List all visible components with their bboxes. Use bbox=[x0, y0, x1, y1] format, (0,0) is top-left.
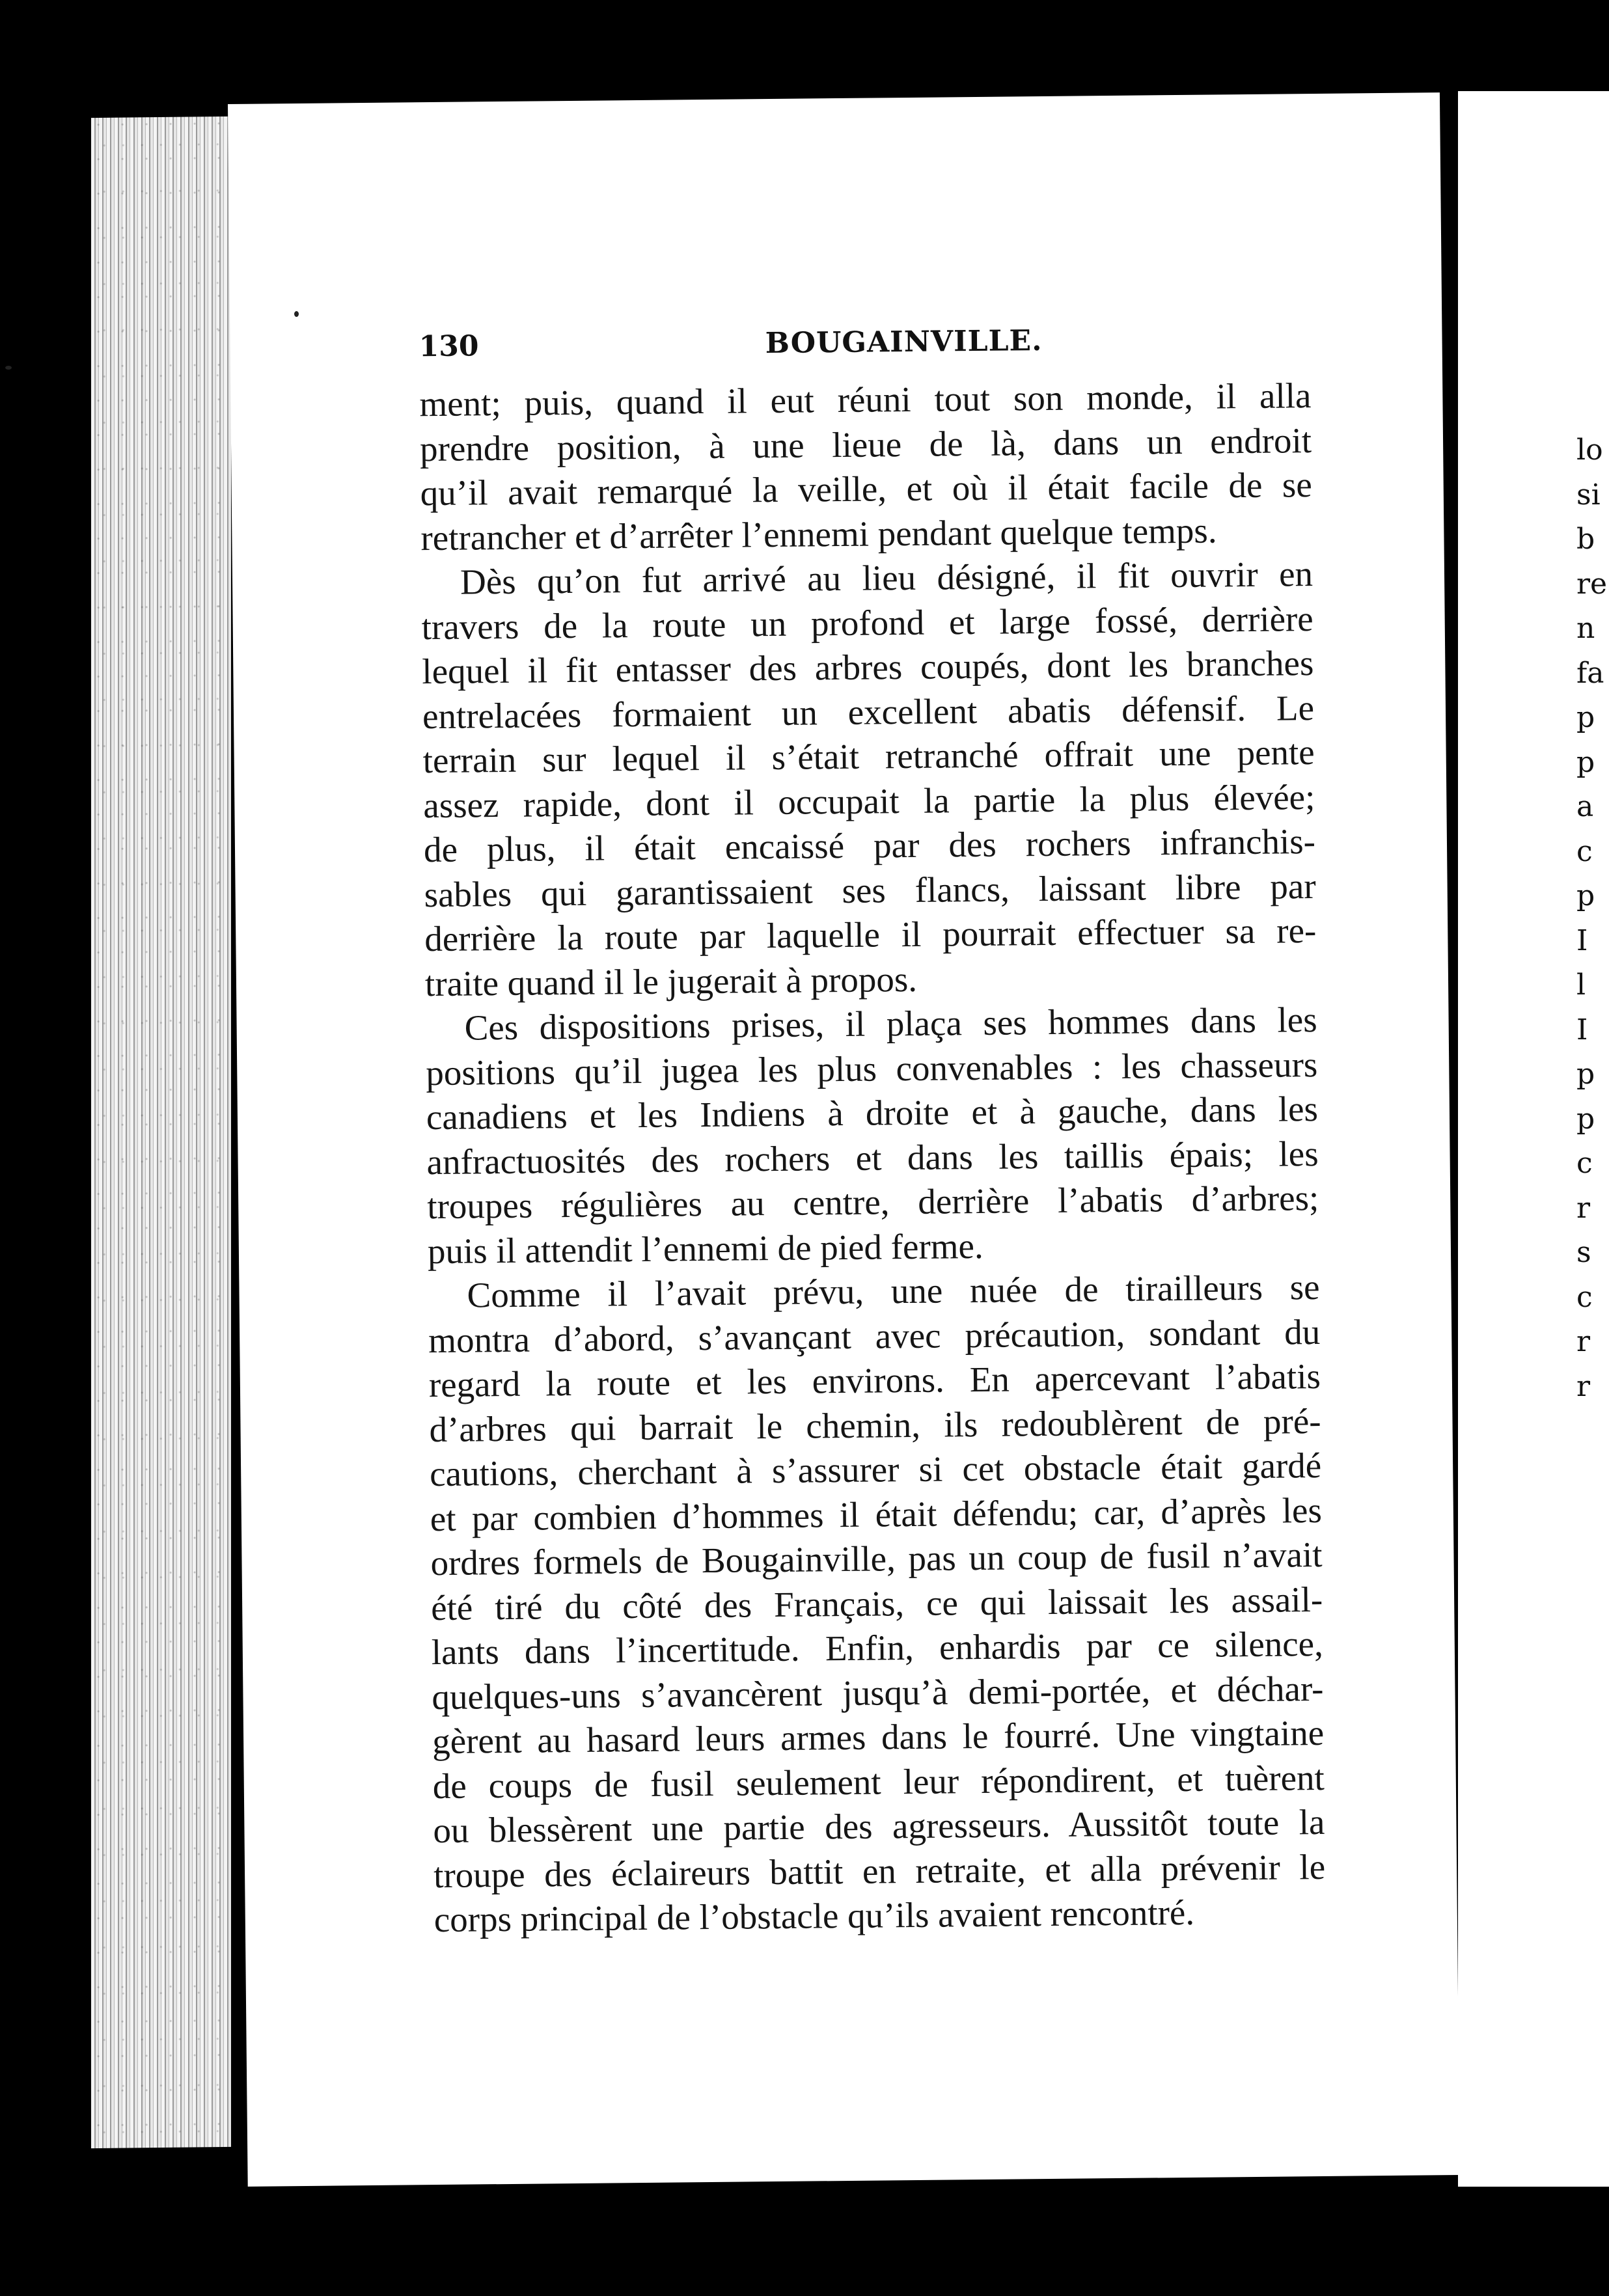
text-line: qu’il avait remarqué la veille, et où il était facile de se bbox=[420, 465, 1312, 513]
facing-page bbox=[1458, 91, 1609, 2187]
text-line: lequel il fit entasser des arbres coupés, dont les branches bbox=[422, 643, 1314, 692]
text-line: et par combien d’hommes il était défendu; car, d’après les bbox=[430, 1490, 1323, 1538]
text-line: prendre position, à une lieue de là, dans un endroit bbox=[419, 420, 1312, 469]
facing-text-fragment: l bbox=[1576, 968, 1586, 1002]
text-line: troupes régulières au centre, derrière l’abatis d’arbres; bbox=[426, 1177, 1319, 1227]
facing-text-fragment: c bbox=[1576, 834, 1593, 868]
text-line: entrelacées formaient un excellent abatis défensif. Le bbox=[422, 687, 1315, 736]
facing-text-fragment: si bbox=[1576, 478, 1601, 512]
text-line: Comme il l’avait prévu, une nuée de tirailleurs se bbox=[467, 1266, 1320, 1315]
facing-text-fragment: lo bbox=[1576, 433, 1603, 467]
text-line: assez rapide, dont il occupait la partie la plus élevée; bbox=[423, 776, 1315, 825]
facing-text-fragment: p bbox=[1576, 1058, 1595, 1091]
page-number: 130 bbox=[419, 329, 479, 364]
facing-text-fragment: fa bbox=[1576, 656, 1604, 690]
text-line: puis il attendit l’ennemi de pied ferme. bbox=[427, 1225, 983, 1271]
facing-page-text-fragments bbox=[1576, 91, 1609, 2187]
text-line: Ces dispositions prises, il plaça ses hommes dans les bbox=[464, 1000, 1317, 1048]
book-page-edges bbox=[91, 116, 231, 2148]
facing-text-fragment: re bbox=[1576, 567, 1608, 601]
facing-text-fragment: p bbox=[1576, 701, 1595, 734]
facing-text-fragment: p bbox=[1576, 745, 1595, 779]
facing-text-fragment: s bbox=[1576, 1236, 1591, 1269]
text-line: de plus, il était encaissé par des rochers infranchis- bbox=[423, 821, 1316, 870]
text-line: Dès qu’on fut arrivé au lieu désigné, il fit ouvrir en bbox=[460, 554, 1313, 602]
text-line: été tiré du côté des Français, ce qui laissait les assail- bbox=[430, 1579, 1323, 1628]
facing-text-fragment: b bbox=[1576, 523, 1595, 556]
facing-text-fragment: c bbox=[1576, 1147, 1593, 1180]
facing-text-fragment: c bbox=[1576, 1280, 1593, 1314]
text-line: ou blessèrent une partie des agresseurs. Aussitôt toute la bbox=[433, 1801, 1325, 1851]
body-text bbox=[419, 374, 1326, 1943]
facing-text-fragment: I bbox=[1576, 1013, 1588, 1046]
text-line: travers de la route un profond et large fossé, derrière bbox=[421, 598, 1313, 647]
facing-text-fragment: r bbox=[1576, 1191, 1591, 1225]
facing-text-fragment: I bbox=[1576, 923, 1588, 957]
text-line: gèrent au hasard leurs armes dans le fourré. Une vingtaine bbox=[432, 1712, 1325, 1762]
text-line: traite quand il le jugerait à propos. bbox=[424, 959, 918, 1004]
text-line: montra d’abord, s’avançant avec précaution, sondant du bbox=[428, 1311, 1321, 1360]
text-line: de coups de fusil seulement leur répondirent, et tuèrent bbox=[432, 1757, 1325, 1806]
text-line: cautions, cherchant à s’assurer si cet obstacle était gardé bbox=[429, 1445, 1322, 1494]
running-head bbox=[419, 321, 1311, 376]
facing-text-fragment: r bbox=[1576, 1325, 1591, 1358]
text-line: ordres formels de Bougainville, pas un coup de fusil n’avait bbox=[430, 1534, 1323, 1583]
book-page bbox=[228, 92, 1460, 2187]
text-line: corps principal de l’obstacle qu’ils avaient rencontré. bbox=[433, 1892, 1195, 1940]
text-line: derrière la route par laquelle il pourrait effectuer sa re- bbox=[424, 910, 1317, 959]
text-line: ment; puis, quand il eut réuni tout son monde, il alla bbox=[419, 376, 1312, 424]
scan-speck bbox=[5, 366, 12, 370]
text-line: troupe des éclaireurs battit en retraite, et alla prévenir le bbox=[433, 1846, 1326, 1895]
facing-text-fragment: a bbox=[1576, 790, 1594, 823]
facing-text-fragment: r bbox=[1576, 1369, 1591, 1403]
text-line: positions qu’il jugea les plus convenables : les chasseurs bbox=[426, 1044, 1318, 1093]
text-line: regard la route et les environs. En apercevant l’abatis bbox=[428, 1356, 1321, 1405]
text-line: retrancher et d’arrêter l’ennemi pendant quelque temps. bbox=[420, 510, 1217, 558]
scan-speck bbox=[294, 311, 299, 317]
text-line: terrain sur lequel il s’était retranché offrait une pente bbox=[422, 732, 1315, 781]
text-line: quelques-uns s’avancèrent jusqu’à demi-portée, et déchar- bbox=[432, 1668, 1324, 1717]
text-line: d’arbres qui barrait le chemin, ils redoublèrent de pré- bbox=[429, 1401, 1321, 1449]
text-line: sables qui garantissaient ses flancs, laissant libre par bbox=[424, 866, 1316, 914]
facing-text-fragment: n bbox=[1576, 612, 1595, 645]
text-line: lants dans l’incertitude. Enfin, enhardis par ce silence, bbox=[431, 1623, 1324, 1673]
running-title: BOUGAINVILLE. bbox=[765, 324, 1043, 361]
facing-text-fragment: p bbox=[1576, 879, 1595, 912]
facing-text-fragment: p bbox=[1576, 1102, 1595, 1136]
text-line: canadiens et les Indiens à droite et à gauche, dans les bbox=[426, 1088, 1319, 1138]
text-line: anfractuosités des rochers et dans les taillis épais; les bbox=[426, 1133, 1319, 1182]
